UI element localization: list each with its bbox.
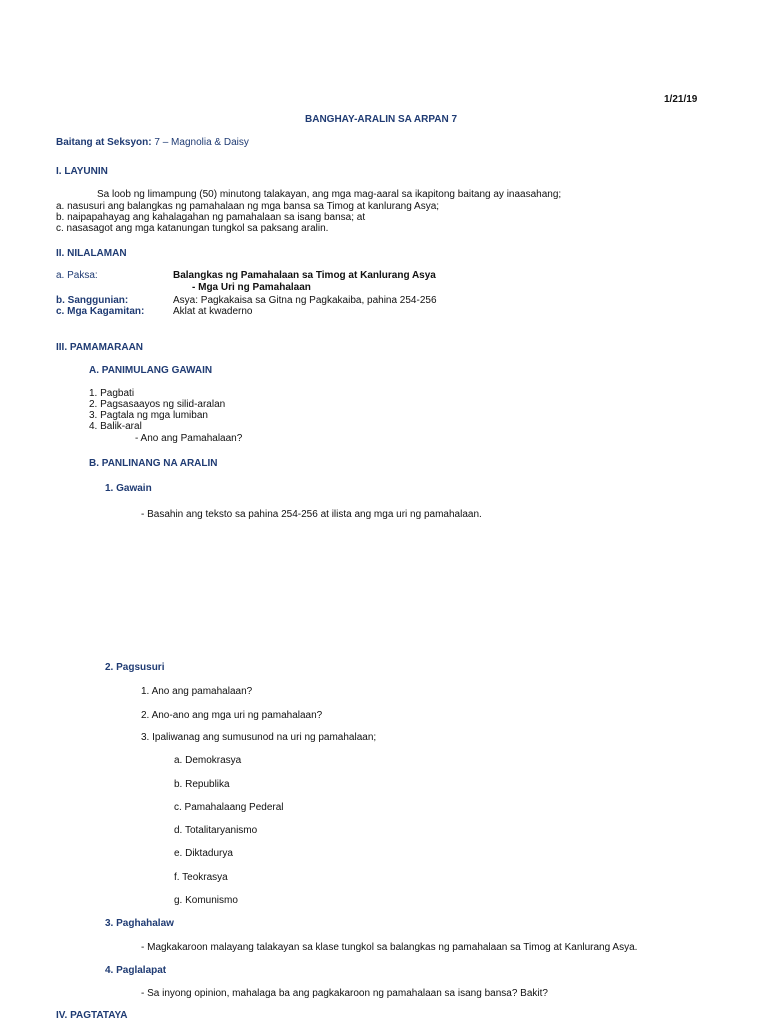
list-item: 4. Balik-aral: [89, 421, 142, 432]
grade-section: [56, 137, 249, 149]
layunin-item: a. nasusuri ang balangkas ng pamahalaan ng mga bansa sa Timog at kanlurang Asya;: [56, 201, 440, 212]
grade-section-value: 7 – Magnolia & Daisy: [154, 137, 249, 148]
kagamitan-value: Aklat at kwaderno: [173, 306, 253, 317]
paglalapat-text: - Sa inyong opinion, mahalaga ba ang pagkakaroon ng pamahalaan sa isang bansa? Bakit?: [141, 988, 548, 999]
government-type: f. Teokrasya: [174, 872, 228, 883]
paghahalaw-text: - Magkakaroon malayang talakayan sa klase tungkol sa balangkas ng pamahalaan sa Timog at Kanlurang Asya.: [141, 942, 638, 953]
list-item: 3. Pagtala ng mga lumiban: [89, 410, 208, 421]
paksa-line-1: Balangkas ng Pamahalaan sa Timog at Kanlurang Asya: [173, 270, 436, 281]
pagsusuri-question: 1. Ano ang pamahalaan?: [141, 686, 253, 697]
gawain-text: - Basahin ang teksto sa pahina 254-256 at ilista ang mga uri ng pamahalaan.: [141, 509, 482, 520]
sanggunian-value: Asya: Pagkakaisa sa Gitna ng Pagkakaiba, pahina 254-256: [173, 295, 437, 306]
layunin-heading: I. LAYUNIN: [56, 166, 108, 177]
pagsusuri-question: 3. Ipaliwanag ang sumusunod na uri ng pamahalaan;: [141, 732, 377, 743]
paksa-line-2: - Mga Uri ng Pamahalaan: [192, 282, 311, 293]
list-item: 1. Pagbati: [89, 388, 135, 399]
pagsusuri-heading: 2. Pagsusuri: [105, 662, 165, 673]
grade-section-label: Baitang at Seksyon:: [56, 137, 152, 148]
government-type: d. Totalitaryanismo: [174, 825, 258, 836]
balik-aral-question: - Ano ang Pamahalaan?: [135, 433, 243, 444]
page-title: BANGHAY-ARALIN SA ARPAN 7: [305, 114, 458, 125]
government-type: e. Diktadurya: [174, 848, 233, 859]
pagtataya-heading: IV. PAGTATAYA: [56, 1010, 128, 1021]
list-item: 2. Pagsasaayos ng silid-aralan: [89, 399, 226, 410]
kagamitan-label: c. Mga Kagamitan:: [56, 306, 145, 317]
paksa-label: a. Paksa:: [56, 270, 98, 281]
government-type: c. Pamahalaang Pederal: [174, 802, 284, 813]
paghahalaw-heading: 3. Paghahalaw: [105, 918, 174, 929]
government-type: b. Republika: [174, 779, 230, 790]
panlinang-heading: B. PANLINANG NA ARALIN: [89, 458, 218, 469]
gawain-heading: 1. Gawain: [105, 483, 152, 494]
panimulang-gawain-heading: A. PANIMULANG GAWAIN: [89, 365, 213, 376]
sanggunian-label: b. Sanggunian:: [56, 295, 129, 306]
paglalapat-heading: 4. Paglalapat: [105, 965, 167, 976]
pagsusuri-question: 2. Ano-ano ang mga uri ng pamahalaan?: [141, 710, 323, 721]
layunin-intro: Sa loob ng limampung (50) minutong talakayan, ang mga mag-aaral sa ikapitong baitang ay inaasahang;: [97, 189, 562, 200]
government-type: a. Demokrasya: [174, 755, 242, 766]
government-type: g. Komunismo: [174, 895, 238, 906]
date: 1/21/19: [664, 94, 698, 105]
layunin-item: b. naipapahayag ang kahalagahan ng pamahalaan sa isang bansa; at: [56, 212, 366, 223]
pamamaraan-heading: III. PAMAMARAAN: [56, 342, 144, 353]
nilalaman-heading: II. NILALAMAN: [56, 248, 127, 259]
layunin-item: c. nasasagot ang mga katanungan tungkol sa paksang aralin.: [56, 223, 329, 234]
